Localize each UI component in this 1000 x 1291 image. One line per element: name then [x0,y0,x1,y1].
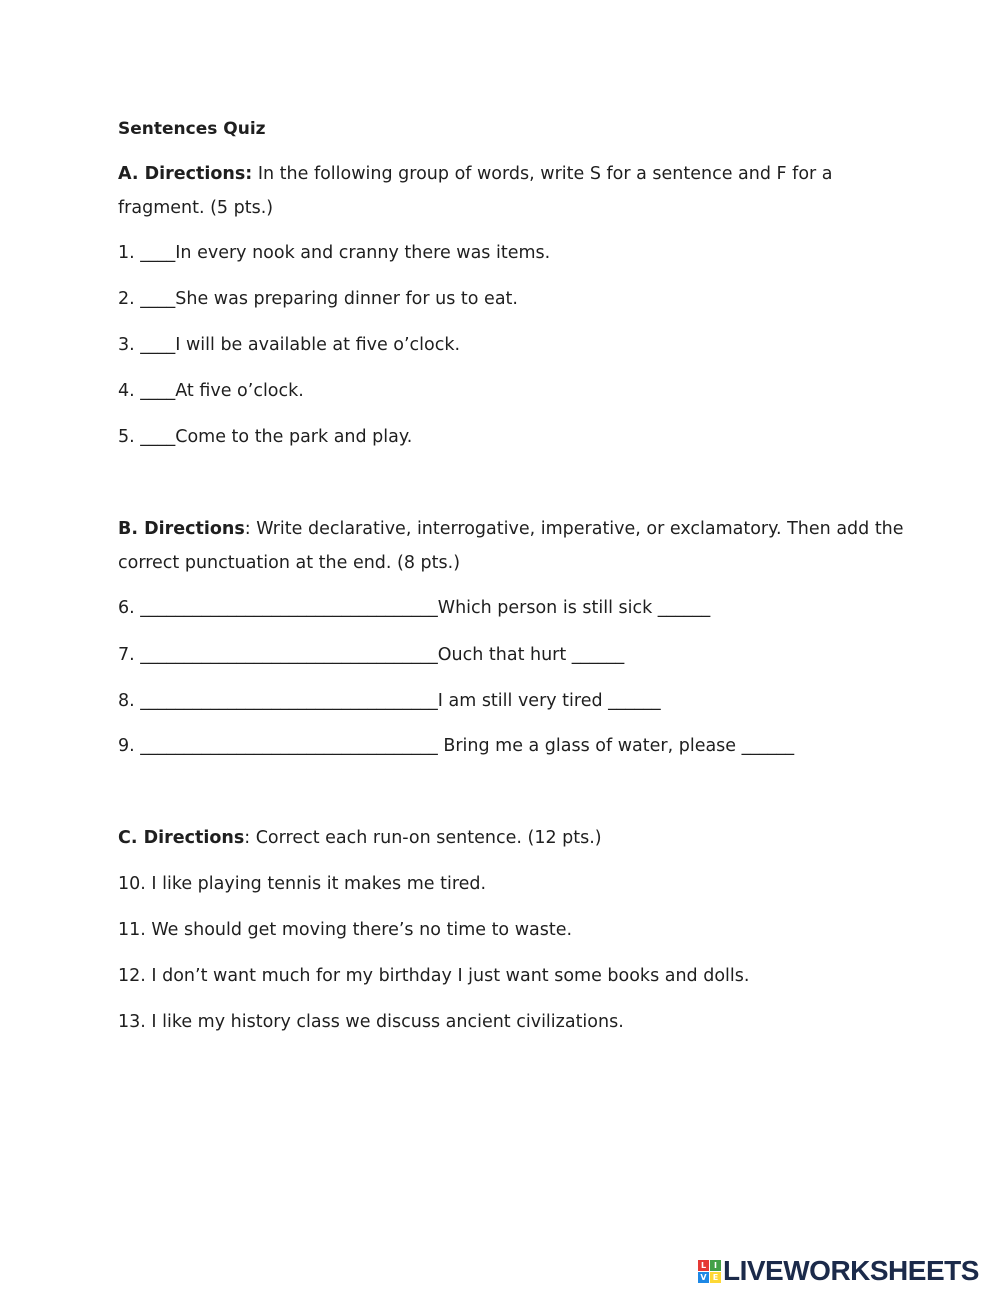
logo-block-i: I [710,1260,721,1271]
section-b-text-2: correct punctuation at the end. (8 pts.) [118,553,461,573]
section-c-text-1: : Correct each run-on sentence. (12 pts.) [244,828,602,848]
question-8: 8. __________________________________I am still very tired ______ [118,691,661,711]
logo-block-l: L [698,1260,709,1271]
section-a-text-1: In the following group of words, write S for a sentence and F for a [252,164,833,184]
section-b-label: B. Directions [118,519,245,539]
question-10: 10. I like playing tennis it makes me tired. [118,874,487,894]
question-6: 6. __________________________________Which person is still sick ______ [118,598,711,618]
question-5: 5. ____Come to the park and play. [118,427,413,447]
section-a-label: A. Directions: [118,164,253,184]
logo-block-e: E [710,1272,721,1283]
question-11: 11. We should get moving there’s no time to waste. [118,920,573,940]
question-13: 13. I like my history class we discuss ancient civilizations. [118,1012,624,1032]
logo-text: LIVEWORKSHEETS [723,1255,979,1286]
section-b-text-1: : Write declarative, interrogative, imperative, or exclamatory. Then add the [244,519,904,539]
section-b-directions [118,518,904,540]
section-c-directions [118,827,602,849]
question-12: 12. I don’t want much for my birthday I just want some books and dolls. [118,966,750,986]
section-a-text-2: fragment. (5 pts.) [118,198,274,218]
question-9: 9. __________________________________ Bring me a glass of water, please ______ [118,736,795,756]
question-1: 1. ____In every nook and cranny there was items. [118,243,551,263]
section-c-label: C. Directions [118,828,245,848]
page-title: Sentences Quiz [118,119,266,139]
section-a-directions [118,163,833,185]
question-2: 2. ____She was preparing dinner for us to eat. [118,289,518,309]
question-3: 3. ____I will be available at five o’clock. [118,335,461,355]
question-7: 7. __________________________________Ouch that hurt ______ [118,645,625,665]
logo-blocks-icon [698,1260,721,1283]
question-4: 4. ____At five o’clock. [118,381,304,401]
liveworksheets-logo [698,1256,994,1286]
logo-block-v: V [698,1272,709,1283]
